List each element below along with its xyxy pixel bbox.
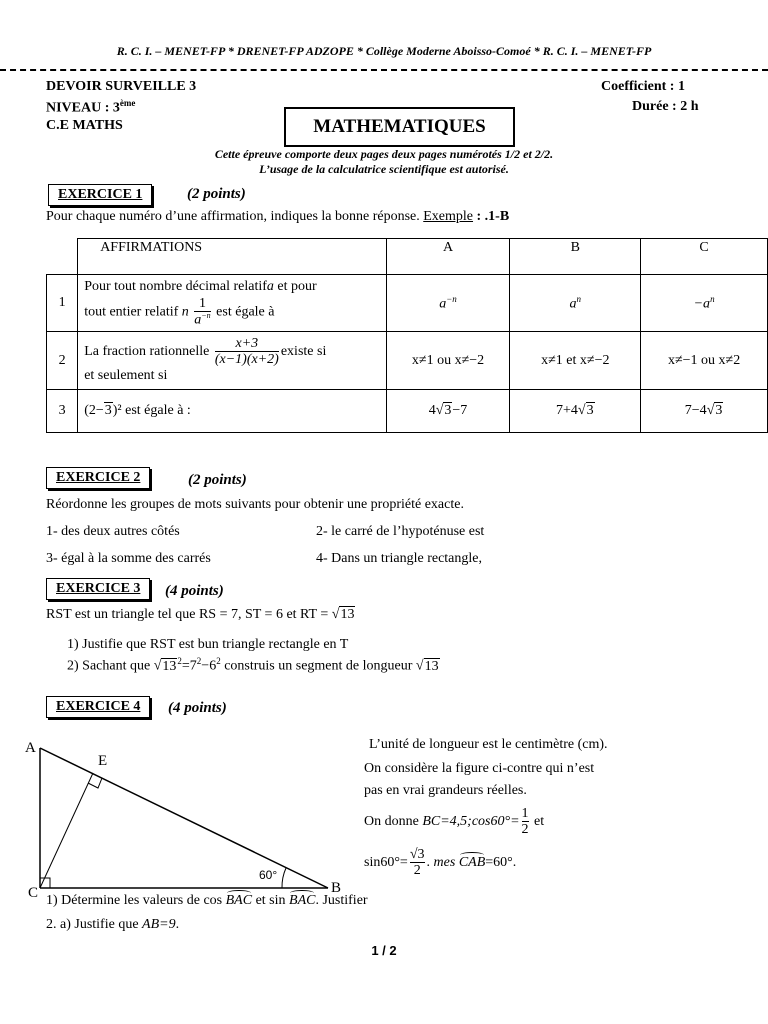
row-number: 2 bbox=[47, 332, 78, 390]
label-b: B bbox=[331, 880, 342, 896]
answer-a: x≠1 ou x≠−2 bbox=[386, 332, 510, 390]
answer-a: $a^{-n}$ bbox=[386, 275, 510, 332]
exercice-2-instruction: Réordonne les groupes de mots suivants pour obtenir une propriété exacte. bbox=[46, 497, 464, 512]
ex4-figure-note-2: pas en vrai grandeurs réelles. bbox=[364, 783, 527, 798]
exercice-1-points: (2 points) bbox=[187, 186, 246, 202]
affirmation-text: Pour tout nombre décimal relatifa et pour tout entier relatif n $\frac{1}{a^{-n}}$ est égale à bbox=[78, 275, 386, 332]
table-row bbox=[47, 332, 768, 390]
answer-b: x≠1 et x≠−2 bbox=[510, 332, 641, 390]
ce-label: C.E MATHS bbox=[46, 118, 123, 133]
angle-b-arc bbox=[282, 868, 286, 888]
exercice-4-points: (4 points) bbox=[168, 700, 227, 716]
exercice-2-points: (2 points) bbox=[188, 472, 247, 488]
page-number: 1 / 2 bbox=[371, 943, 397, 958]
header-c: C bbox=[641, 239, 768, 275]
table-row bbox=[47, 275, 768, 332]
answer-a: 4√3−7 bbox=[386, 390, 510, 433]
dashed-divider bbox=[0, 69, 768, 71]
exercice-2-title: EXERCICE 2 bbox=[46, 467, 150, 489]
label-c: C bbox=[28, 885, 39, 901]
devoir-label: DEVOIR SURVEILLE 3 bbox=[46, 79, 197, 94]
answer-c: $-a^n$ bbox=[641, 275, 768, 332]
right-angle-c bbox=[40, 878, 50, 888]
label-a: A bbox=[25, 740, 36, 756]
exercice-3-question-1: 1) Justifie que RST est bun triangle rectangle en T bbox=[67, 637, 349, 652]
niveau-label: NIVEAU : 3ème bbox=[46, 98, 136, 116]
row-number: 1 bbox=[47, 275, 78, 332]
ex4-given-1: On donne BC=4,5;cos60°= $\frac{1}{2}$ et bbox=[364, 806, 545, 838]
header-a: A bbox=[386, 239, 510, 275]
answer-b: $a^n$ bbox=[510, 275, 641, 332]
exercice-1-instruction: Pour chaque numéro d’une affirmation, indiques la bonne réponse. Exemple : .1-B bbox=[46, 209, 510, 224]
exercice-1-title: EXERCICE 1 bbox=[48, 184, 152, 206]
word-group-1: 1- des deux autres côtés bbox=[46, 524, 180, 539]
ex4-question-1: 1) Détermine les valeurs de cos BAC et sin BAC. Justifier bbox=[46, 893, 368, 908]
altitude-ce bbox=[40, 773, 93, 888]
ex4-unit: L’unité de longueur est le centimètre (cm). bbox=[369, 737, 608, 752]
exercice-3-intro: RST est un triangle tel que RS = 7, ST = 6 et RT = √13 bbox=[46, 607, 355, 622]
triangle-figure bbox=[20, 735, 342, 901]
header-line: R. C. I. – MENET-FP * DRENET-FP ADZOPE * Collège Moderne Aboisso-Comoé * R. C. I. – MENET-FP bbox=[116, 44, 652, 58]
affirmation-text: La fraction rationnelle $\frac{x+3}{(x-1)(x+2)}$ existe si et seulement si bbox=[78, 332, 386, 390]
header-b: B bbox=[510, 239, 641, 275]
answer-c: 7−4√3 bbox=[641, 390, 768, 433]
duree-label: Durée : 2 h bbox=[632, 99, 699, 114]
ex4-figure-note-1: On considère la figure ci-contre qui n’est bbox=[364, 761, 595, 776]
answer-c: x≠−1 ou x≠2 bbox=[641, 332, 768, 390]
exercice-3-points: (4 points) bbox=[165, 583, 224, 599]
row-number: 3 bbox=[47, 390, 78, 433]
answer-b: 7+4√3 bbox=[510, 390, 641, 433]
exercice-3-question-2: 2) Sachant que $√13^2=7^2-6^2$ construis un segment de longueur √13 bbox=[67, 656, 439, 674]
coefficient-label: Coefficient : 1 bbox=[601, 79, 685, 94]
word-group-3: 3- égal à la somme des carrés bbox=[46, 551, 211, 566]
angle-label: 60° bbox=[259, 868, 278, 882]
note-pages: Cette épreuve comporte deux pages deux pages numérotés 1/2 et 2/2. bbox=[214, 147, 554, 161]
word-group-2: 2- le carré de l’hypoténuse est bbox=[316, 524, 485, 539]
side-ab bbox=[40, 748, 328, 888]
affirmations-table bbox=[46, 238, 768, 433]
subject-title: MATHEMATIQUES bbox=[284, 107, 515, 147]
word-group-4: 4- Dans un triangle rectangle, bbox=[316, 551, 482, 566]
table-header-row bbox=[47, 239, 768, 275]
header-affirmations: AFFIRMATIONS bbox=[78, 239, 386, 275]
ex4-question-2: 2. a) Justifie que AB=9. bbox=[46, 917, 180, 932]
label-e: E bbox=[98, 753, 108, 769]
table-row bbox=[47, 390, 768, 433]
note-calculator: L’usage de la calculatrice scientifique est autorisé. bbox=[259, 162, 509, 176]
table-corner bbox=[47, 239, 78, 275]
affirmation-text: (2−3)² est égale à : bbox=[78, 390, 386, 433]
exercice-3-title: EXERCICE 3 bbox=[46, 578, 150, 600]
ex4-given-2: sin60°= $\frac{√3}{2}$ . mes CAB=60°. bbox=[364, 847, 517, 879]
exercice-4-title: EXERCICE 4 bbox=[46, 696, 150, 718]
